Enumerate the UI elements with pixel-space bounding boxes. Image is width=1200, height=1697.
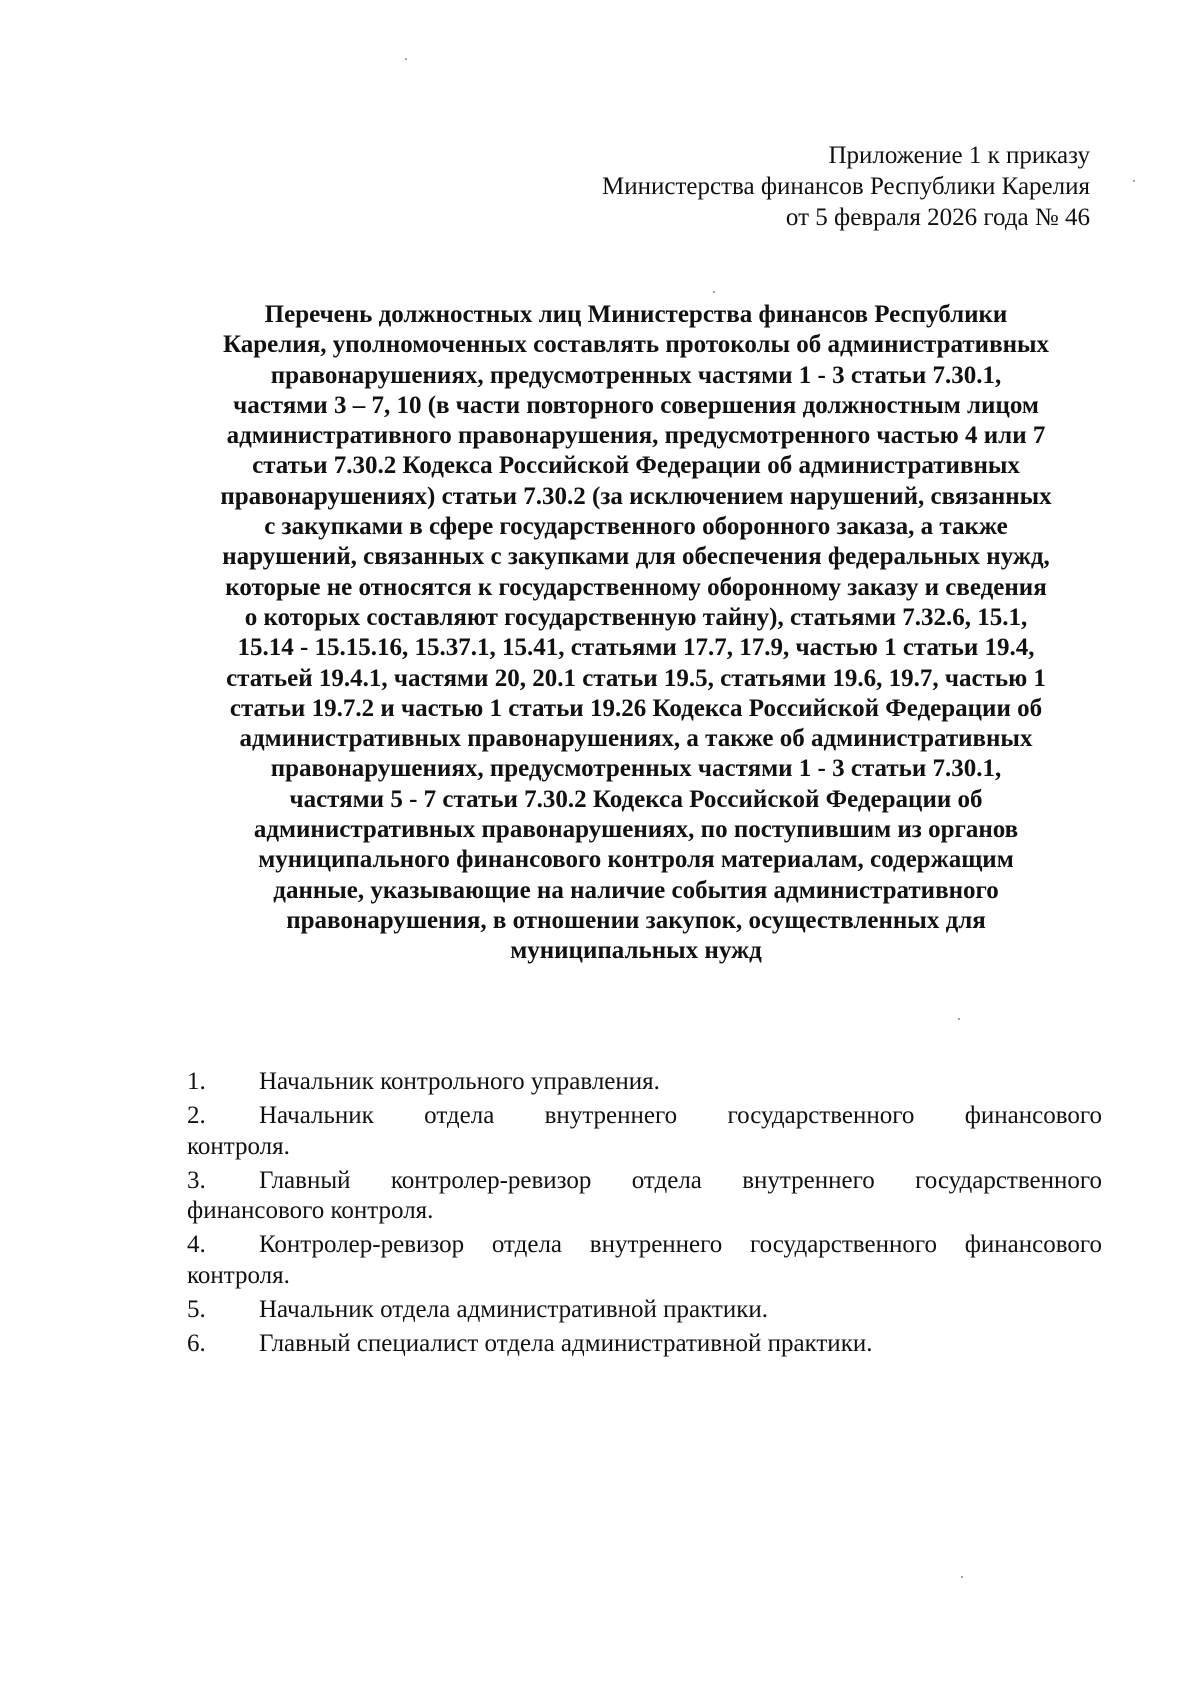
list-item-text: Начальник отдела внутреннего государственного финансового [259, 1102, 1102, 1129]
title-line: данные, указывающие на наличие события административного [273, 876, 999, 904]
list-item-number: 6. [187, 1329, 206, 1357]
list-item [187, 1329, 1102, 1360]
document-title [170, 300, 1102, 967]
title-line: 15.14 - 15.15.16, 15.37.1, 15.41, статьями 17.7, 17.9, частью 1 статьи 19.4, [237, 634, 1035, 662]
title-line: правонарушениях, предусмотренных частями 1 - 3 статьи 7.30.1, [270, 755, 1002, 783]
list-item-continuation: контроля. [187, 1261, 290, 1289]
scan-speck [958, 1018, 960, 1020]
appendix-label: Приложение 1 к приказу [828, 142, 1090, 169]
scan-speck [713, 291, 715, 293]
scan-speck [961, 1576, 963, 1578]
title-line: частями 3 – 7, 10 (в части повторного совершения должностным лицом [233, 391, 1039, 419]
appendix-header [602, 140, 1090, 233]
list-item-number: 2. [187, 1102, 206, 1129]
list-item-number: 1. [187, 1068, 206, 1095]
title-line: статьи 19.7.2 и частью 1 статьи 19.26 Кодекса Российской Федерации об [229, 694, 1043, 722]
title-line: Перечень должностных лиц Министерства финансов Республики [264, 301, 1008, 328]
title-line: с закупками в сфере государственного оборонного заказа, а также [264, 513, 1008, 541]
list-item [187, 1101, 1102, 1162]
list-item-number: 4. [187, 1231, 206, 1258]
title-line: статьи 7.30.2 Кодекса Российской Федерации об административных [252, 452, 1020, 480]
title-line: муниципального финансового контроля материалам, содержащим [258, 846, 1014, 874]
scan-speck [405, 58, 407, 60]
order-date-number: от 5 февраля 2026 года № 46 [785, 204, 1090, 231]
list-item [187, 1295, 1102, 1326]
title-line: статьей 19.4.1, частями 20, 20.1 статьи 19.5, статьями 19.6, 19.7, частью 1 [226, 664, 1046, 692]
list-item [187, 1166, 1102, 1227]
list-item-number: 3. [187, 1166, 206, 1194]
ministry-name: Министерства финансов Республики Карелия [602, 173, 1090, 200]
title-line: муниципальных нужд [510, 937, 762, 965]
title-line: о которых составляют государственную тайну), статьями 7.32.6, 15.1, [244, 603, 1028, 631]
title-line: административных правонарушениях, по поступившим из органов [253, 816, 1019, 844]
officials-list [187, 1067, 1102, 1363]
title-line: частями 5 - 7 статьи 7.30.2 Кодекса Российской Федерации об [289, 785, 983, 813]
list-item-continuation: контроля. [187, 1132, 290, 1160]
list-item-text: Начальник контрольного управления. [259, 1068, 660, 1095]
list-item [187, 1067, 1102, 1098]
title-line: административного правонарушения, предусмотренного частью 4 или 7 [226, 422, 1046, 450]
list-item-text: Контролер-ревизор отдела внутреннего государственного финансового [259, 1231, 1102, 1258]
title-line: Карелия, уполномоченных составлять протоколы об административных [222, 331, 1049, 359]
scan-speck [1133, 180, 1135, 182]
title-line: правонарушения, в отношении закупок, осуществленных для [286, 906, 986, 934]
list-item-number: 5. [187, 1295, 206, 1323]
title-line: которые не относятся к государственному оборонному заказу и сведения [225, 573, 1047, 601]
list-item [187, 1230, 1102, 1291]
list-item-text: Главный контролер-ревизор отдела внутреннего государственного [259, 1166, 1102, 1194]
title-line: правонарушениях) статьи 7.30.2 (за исключением нарушений, связанных [220, 482, 1052, 510]
list-item-text: Главный специалист отдела административной практики. [259, 1329, 873, 1357]
list-item-continuation: финансового контроля. [187, 1197, 434, 1224]
title-line: административных правонарушениях, а также об административных [239, 725, 1033, 753]
title-line: правонарушениях, предусмотренных частями 1 - 3 статьи 7.30.1, [270, 361, 1002, 389]
list-item-text: Начальник отдела административной практики. [259, 1295, 769, 1323]
title-line: нарушений, связанных с закупками для обеспечения федеральных нужд, [222, 543, 1050, 571]
